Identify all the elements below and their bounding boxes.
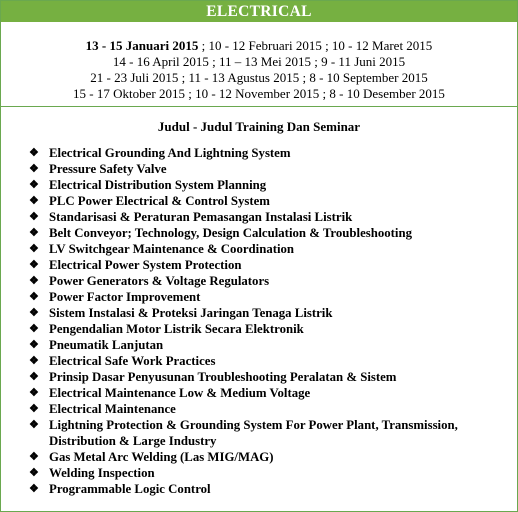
schedule-first-date: 13 - 15 Januari 2015: [85, 38, 199, 53]
topic-item: [29, 145, 517, 161]
diamond-bullet-icon: ❖: [29, 275, 39, 287]
topic-label: Power Factor Improvement: [49, 290, 201, 304]
diamond-bullet-icon: ❖: [29, 483, 39, 495]
diamond-bullet-icon: ❖: [29, 451, 39, 463]
topic-item: [29, 305, 517, 321]
topic-item: [29, 417, 517, 449]
topic-label: Electrical Power System Protection: [49, 258, 242, 272]
topic-item: [29, 481, 517, 497]
diamond-bullet-icon: ❖: [29, 259, 39, 271]
topic-item: [29, 209, 517, 225]
schedule-line-text: 21 - 23 Juli 2015 ; 11 - 13 Agustus 2015 ; 8 - 10 September 2015: [90, 70, 428, 85]
topic-label: Electrical Maintenance Low & Medium Voltage: [49, 386, 311, 400]
topic-label: Lightning Protection & Grounding System For Power Plant, Transmission, Distribution & Large Industry: [49, 418, 458, 448]
schedule-line: [1, 70, 517, 86]
topic-label: Belt Conveyor; Technology, Design Calculation & Troubleshooting: [49, 226, 412, 240]
topic-item: [29, 449, 517, 465]
topic-item: [29, 465, 517, 481]
schedule-line-text: 14 - 16 April 2015 ; 11 – 13 Mei 2015 ; 9 - 11 Juni 2015: [112, 54, 406, 69]
diamond-bullet-icon: ❖: [29, 243, 39, 255]
topic-label: Electrical Grounding And Lightning System: [49, 146, 291, 160]
diamond-bullet-icon: ❖: [29, 467, 39, 479]
diamond-bullet-icon: ❖: [29, 179, 39, 191]
schedule-line-text: ; 10 - 12 Februari 2015 ; 10 - 12 Maret 2015: [198, 38, 433, 53]
diamond-bullet-icon: ❖: [29, 419, 39, 431]
topic-label: Electrical Maintenance: [49, 402, 176, 416]
section-divider: [1, 106, 517, 107]
diamond-bullet-icon: ❖: [29, 211, 39, 223]
diamond-bullet-icon: ❖: [29, 355, 39, 367]
topic-label: Electrical Safe Work Practices: [49, 354, 216, 368]
header-title: ELECTRICAL: [206, 3, 312, 20]
section-title: Judul - Judul Training Dan Seminar: [157, 119, 361, 134]
topic-label: Standarisasi & Peraturan Pemasangan Instalasi Listrik: [49, 210, 353, 224]
topic-label: Pressure Safety Valve: [49, 162, 167, 176]
topic-item: [29, 193, 517, 209]
diamond-bullet-icon: ❖: [29, 371, 39, 383]
panel-header: [1, 1, 517, 22]
topic-label: Sistem Instalasi & Proteksi Jaringan Tenaga Listrik: [49, 306, 333, 320]
diamond-bullet-icon: ❖: [29, 195, 39, 207]
topic-item: [29, 401, 517, 417]
diamond-bullet-icon: ❖: [29, 403, 39, 415]
diamond-bullet-icon: ❖: [29, 163, 39, 175]
diamond-bullet-icon: ❖: [29, 291, 39, 303]
schedule-line-text: 15 - 17 Oktober 2015 ; 10 - 12 November 2015 ; 8 - 10 Desember 2015: [73, 86, 445, 101]
topic-list: [1, 145, 517, 497]
topic-item: [29, 321, 517, 337]
schedule-line: [1, 86, 517, 102]
schedule-line: [1, 54, 517, 70]
topic-item: [29, 225, 517, 241]
diamond-bullet-icon: ❖: [29, 323, 39, 335]
topic-item: [29, 369, 517, 385]
diamond-bullet-icon: ❖: [29, 307, 39, 319]
topic-item: [29, 257, 517, 273]
topic-item: [29, 289, 517, 305]
topic-item: [29, 161, 517, 177]
topic-label: Electrical Distribution System Planning: [49, 178, 267, 192]
topic-item: [29, 177, 517, 193]
topic-label: Pneumatik Lanjutan: [49, 338, 164, 352]
topic-label: Programmable Logic Control: [49, 482, 211, 496]
topic-item: [29, 385, 517, 401]
topic-label: Pengendalian Motor Listrik Secara Elektronik: [49, 322, 304, 336]
topic-label: Gas Metal Arc Welding (Las MIG/MAG): [49, 450, 274, 464]
topic-label: Power Generators & Voltage Regulators: [49, 274, 270, 288]
topic-item: [29, 241, 517, 257]
schedule-dates: [1, 22, 517, 106]
diamond-bullet-icon: ❖: [29, 339, 39, 351]
topic-item: [29, 353, 517, 369]
topic-label: Welding Inspection: [49, 466, 155, 480]
diamond-bullet-icon: ❖: [29, 147, 39, 159]
topic-item: [29, 337, 517, 353]
diamond-bullet-icon: ❖: [29, 387, 39, 399]
topic-label: Prinsip Dasar Penyusunan Troubleshooting Peralatan & Sistem: [49, 370, 397, 384]
schedule-line: [1, 38, 517, 54]
topic-label: PLC Power Electrical & Control System: [49, 194, 270, 208]
topic-item: [29, 273, 517, 289]
diamond-bullet-icon: ❖: [29, 227, 39, 239]
topic-label: LV Switchgear Maintenance & Coordination: [49, 242, 295, 256]
